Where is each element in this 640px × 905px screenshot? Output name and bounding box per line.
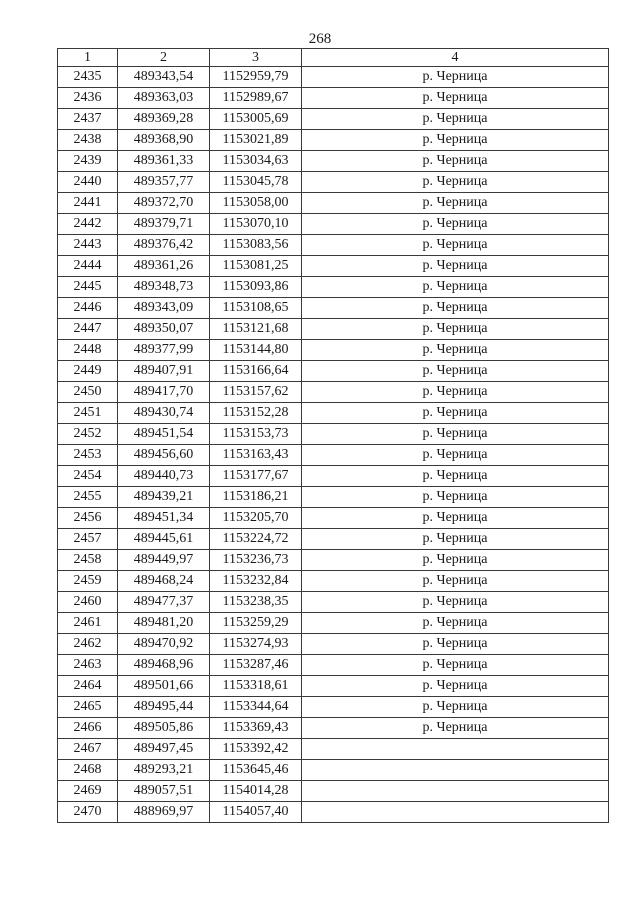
cell-point-number: 2455	[58, 487, 118, 508]
table-row	[58, 802, 609, 823]
table-row	[58, 487, 609, 508]
cell-description: р. Черница	[302, 67, 609, 88]
cell-point-number: 2451	[58, 403, 118, 424]
cell-point-number: 2463	[58, 655, 118, 676]
cell-point-number: 2448	[58, 340, 118, 361]
cell-y-coordinate: 1153083,56	[210, 235, 302, 256]
cell-x-coordinate: 489293,21	[118, 760, 210, 781]
cell-x-coordinate: 489449,97	[118, 550, 210, 571]
table-row	[58, 214, 609, 235]
cell-description	[302, 760, 609, 781]
cell-point-number: 2456	[58, 508, 118, 529]
cell-description: р. Черница	[302, 676, 609, 697]
cell-y-coordinate: 1153153,73	[210, 424, 302, 445]
cell-description	[302, 781, 609, 802]
cell-description: р. Черница	[302, 319, 609, 340]
cell-point-number: 2443	[58, 235, 118, 256]
table-row	[58, 781, 609, 802]
table-row	[58, 571, 609, 592]
cell-y-coordinate: 1153166,64	[210, 361, 302, 382]
cell-point-number: 2462	[58, 634, 118, 655]
cell-y-coordinate: 1153157,62	[210, 382, 302, 403]
cell-description: р. Черница	[302, 256, 609, 277]
cell-y-coordinate: 1153058,00	[210, 193, 302, 214]
cell-description: р. Черница	[302, 214, 609, 235]
table-row	[58, 634, 609, 655]
table-row	[58, 655, 609, 676]
cell-description: р. Черница	[302, 571, 609, 592]
cell-y-coordinate: 1153163,43	[210, 445, 302, 466]
cell-y-coordinate: 1153005,69	[210, 109, 302, 130]
cell-point-number: 2438	[58, 130, 118, 151]
table-row	[58, 361, 609, 382]
cell-x-coordinate: 489357,77	[118, 172, 210, 193]
cell-point-number: 2469	[58, 781, 118, 802]
cell-point-number: 2458	[58, 550, 118, 571]
cell-description: р. Черница	[302, 445, 609, 466]
cell-point-number: 2459	[58, 571, 118, 592]
table-row	[58, 403, 609, 424]
cell-point-number: 2453	[58, 445, 118, 466]
cell-point-number: 2460	[58, 592, 118, 613]
cell-point-number: 2450	[58, 382, 118, 403]
cell-y-coordinate: 1153034,63	[210, 151, 302, 172]
cell-point-number: 2461	[58, 613, 118, 634]
table-row	[58, 277, 609, 298]
cell-x-coordinate: 489361,33	[118, 151, 210, 172]
table-row	[58, 697, 609, 718]
cell-x-coordinate: 489439,21	[118, 487, 210, 508]
table-row	[58, 718, 609, 739]
column-header-x-coordinate: 2	[118, 49, 210, 67]
cell-y-coordinate: 1153392,42	[210, 739, 302, 760]
cell-point-number: 2435	[58, 67, 118, 88]
column-header-y-coordinate: 3	[210, 49, 302, 67]
cell-point-number: 2467	[58, 739, 118, 760]
cell-x-coordinate: 489361,26	[118, 256, 210, 277]
cell-point-number: 2446	[58, 298, 118, 319]
cell-description: р. Черница	[302, 466, 609, 487]
cell-description: р. Черница	[302, 592, 609, 613]
cell-description: р. Черница	[302, 109, 609, 130]
table-row	[58, 613, 609, 634]
cell-x-coordinate: 489497,45	[118, 739, 210, 760]
cell-y-coordinate: 1153238,35	[210, 592, 302, 613]
cell-y-coordinate: 1153093,86	[210, 277, 302, 298]
cell-y-coordinate: 1153108,65	[210, 298, 302, 319]
cell-description: р. Черница	[302, 529, 609, 550]
cell-x-coordinate: 489495,44	[118, 697, 210, 718]
table-row	[58, 340, 609, 361]
cell-y-coordinate: 1153070,10	[210, 214, 302, 235]
cell-x-coordinate: 489376,42	[118, 235, 210, 256]
cell-description: р. Черница	[302, 298, 609, 319]
cell-point-number: 2437	[58, 109, 118, 130]
table-row	[58, 739, 609, 760]
cell-description: р. Черница	[302, 88, 609, 109]
cell-y-coordinate: 1153144,80	[210, 340, 302, 361]
table-row	[58, 592, 609, 613]
table-row	[58, 151, 609, 172]
cell-description: р. Черница	[302, 172, 609, 193]
cell-x-coordinate: 489501,66	[118, 676, 210, 697]
table-row	[58, 172, 609, 193]
table-row	[58, 88, 609, 109]
cell-y-coordinate: 1153045,78	[210, 172, 302, 193]
cell-description: р. Черница	[302, 508, 609, 529]
cell-description: р. Черница	[302, 361, 609, 382]
table-row	[58, 109, 609, 130]
cell-y-coordinate: 1153274,93	[210, 634, 302, 655]
cell-x-coordinate: 489451,34	[118, 508, 210, 529]
cell-point-number: 2447	[58, 319, 118, 340]
cell-x-coordinate: 489468,24	[118, 571, 210, 592]
table-row	[58, 193, 609, 214]
cell-y-coordinate: 1153081,25	[210, 256, 302, 277]
cell-description: р. Черница	[302, 151, 609, 172]
cell-point-number: 2466	[58, 718, 118, 739]
table-row	[58, 382, 609, 403]
cell-point-number: 2441	[58, 193, 118, 214]
cell-y-coordinate: 1153236,73	[210, 550, 302, 571]
page-number: 268	[308, 31, 332, 47]
cell-description: р. Черница	[302, 130, 609, 151]
column-header-point-number: 1	[58, 49, 118, 67]
cell-description: р. Черница	[302, 340, 609, 361]
cell-y-coordinate: 1153121,68	[210, 319, 302, 340]
cell-description: р. Черница	[302, 193, 609, 214]
cell-y-coordinate: 1153186,21	[210, 487, 302, 508]
cell-x-coordinate: 489481,20	[118, 613, 210, 634]
cell-x-coordinate: 489451,54	[118, 424, 210, 445]
cell-x-coordinate: 489057,51	[118, 781, 210, 802]
table-row	[58, 319, 609, 340]
cell-x-coordinate: 489348,73	[118, 277, 210, 298]
cell-x-coordinate: 489377,99	[118, 340, 210, 361]
cell-x-coordinate: 489407,91	[118, 361, 210, 382]
cell-point-number: 2464	[58, 676, 118, 697]
cell-x-coordinate: 489417,70	[118, 382, 210, 403]
cell-description: р. Черница	[302, 403, 609, 424]
cell-x-coordinate: 489468,96	[118, 655, 210, 676]
cell-description: р. Черница	[302, 235, 609, 256]
table-row	[58, 235, 609, 256]
coordinates-table	[57, 48, 609, 823]
table-row	[58, 256, 609, 277]
cell-x-coordinate: 489372,70	[118, 193, 210, 214]
cell-y-coordinate: 1152959,79	[210, 67, 302, 88]
cell-point-number: 2442	[58, 214, 118, 235]
cell-point-number: 2454	[58, 466, 118, 487]
cell-x-coordinate: 489445,61	[118, 529, 210, 550]
cell-description: р. Черница	[302, 277, 609, 298]
cell-description	[302, 802, 609, 823]
cell-y-coordinate: 1153232,84	[210, 571, 302, 592]
cell-x-coordinate: 489350,07	[118, 319, 210, 340]
cell-x-coordinate: 489379,71	[118, 214, 210, 235]
cell-description: р. Черница	[302, 424, 609, 445]
cell-point-number: 2465	[58, 697, 118, 718]
cell-x-coordinate: 489477,37	[118, 592, 210, 613]
cell-y-coordinate: 1153224,72	[210, 529, 302, 550]
cell-x-coordinate: 489368,90	[118, 130, 210, 151]
cell-y-coordinate: 1153344,64	[210, 697, 302, 718]
table-row	[58, 676, 609, 697]
cell-y-coordinate: 1153021,89	[210, 130, 302, 151]
cell-x-coordinate: 488969,97	[118, 802, 210, 823]
cell-point-number: 2452	[58, 424, 118, 445]
cell-point-number: 2457	[58, 529, 118, 550]
cell-point-number: 2445	[58, 277, 118, 298]
cell-y-coordinate: 1153287,46	[210, 655, 302, 676]
cell-x-coordinate: 489440,73	[118, 466, 210, 487]
table-header-row	[58, 49, 609, 67]
cell-x-coordinate: 489343,09	[118, 298, 210, 319]
table-row	[58, 130, 609, 151]
table-body	[58, 67, 609, 823]
cell-point-number: 2470	[58, 802, 118, 823]
cell-description: р. Черница	[302, 382, 609, 403]
cell-description: р. Черница	[302, 550, 609, 571]
cell-description: р. Черница	[302, 613, 609, 634]
table-row	[58, 424, 609, 445]
cell-description: р. Черница	[302, 487, 609, 508]
cell-x-coordinate: 489430,74	[118, 403, 210, 424]
cell-y-coordinate: 1154057,40	[210, 802, 302, 823]
table-row	[58, 466, 609, 487]
cell-y-coordinate: 1153369,43	[210, 718, 302, 739]
cell-description: р. Черница	[302, 718, 609, 739]
cell-x-coordinate: 489369,28	[118, 109, 210, 130]
cell-y-coordinate: 1153318,61	[210, 676, 302, 697]
table-row	[58, 298, 609, 319]
cell-y-coordinate: 1152989,67	[210, 88, 302, 109]
cell-y-coordinate: 1153205,70	[210, 508, 302, 529]
cell-point-number: 2468	[58, 760, 118, 781]
cell-y-coordinate: 1153259,29	[210, 613, 302, 634]
cell-y-coordinate: 1153177,67	[210, 466, 302, 487]
cell-point-number: 2439	[58, 151, 118, 172]
table-row	[58, 445, 609, 466]
table-row	[58, 529, 609, 550]
cell-y-coordinate: 1153152,28	[210, 403, 302, 424]
table-row	[58, 550, 609, 571]
table-row	[58, 760, 609, 781]
cell-description	[302, 739, 609, 760]
cell-x-coordinate: 489343,54	[118, 67, 210, 88]
cell-y-coordinate: 1154014,28	[210, 781, 302, 802]
cell-x-coordinate: 489363,03	[118, 88, 210, 109]
cell-x-coordinate: 489505,86	[118, 718, 210, 739]
cell-x-coordinate: 489470,92	[118, 634, 210, 655]
table-row	[58, 508, 609, 529]
cell-point-number: 2449	[58, 361, 118, 382]
cell-point-number: 2444	[58, 256, 118, 277]
cell-x-coordinate: 489456,60	[118, 445, 210, 466]
cell-point-number: 2436	[58, 88, 118, 109]
cell-description: р. Черница	[302, 634, 609, 655]
column-header-description: 4	[302, 49, 609, 67]
cell-point-number: 2440	[58, 172, 118, 193]
cell-description: р. Черница	[302, 655, 609, 676]
cell-description: р. Черница	[302, 697, 609, 718]
cell-y-coordinate: 1153645,46	[210, 760, 302, 781]
table-row	[58, 67, 609, 88]
